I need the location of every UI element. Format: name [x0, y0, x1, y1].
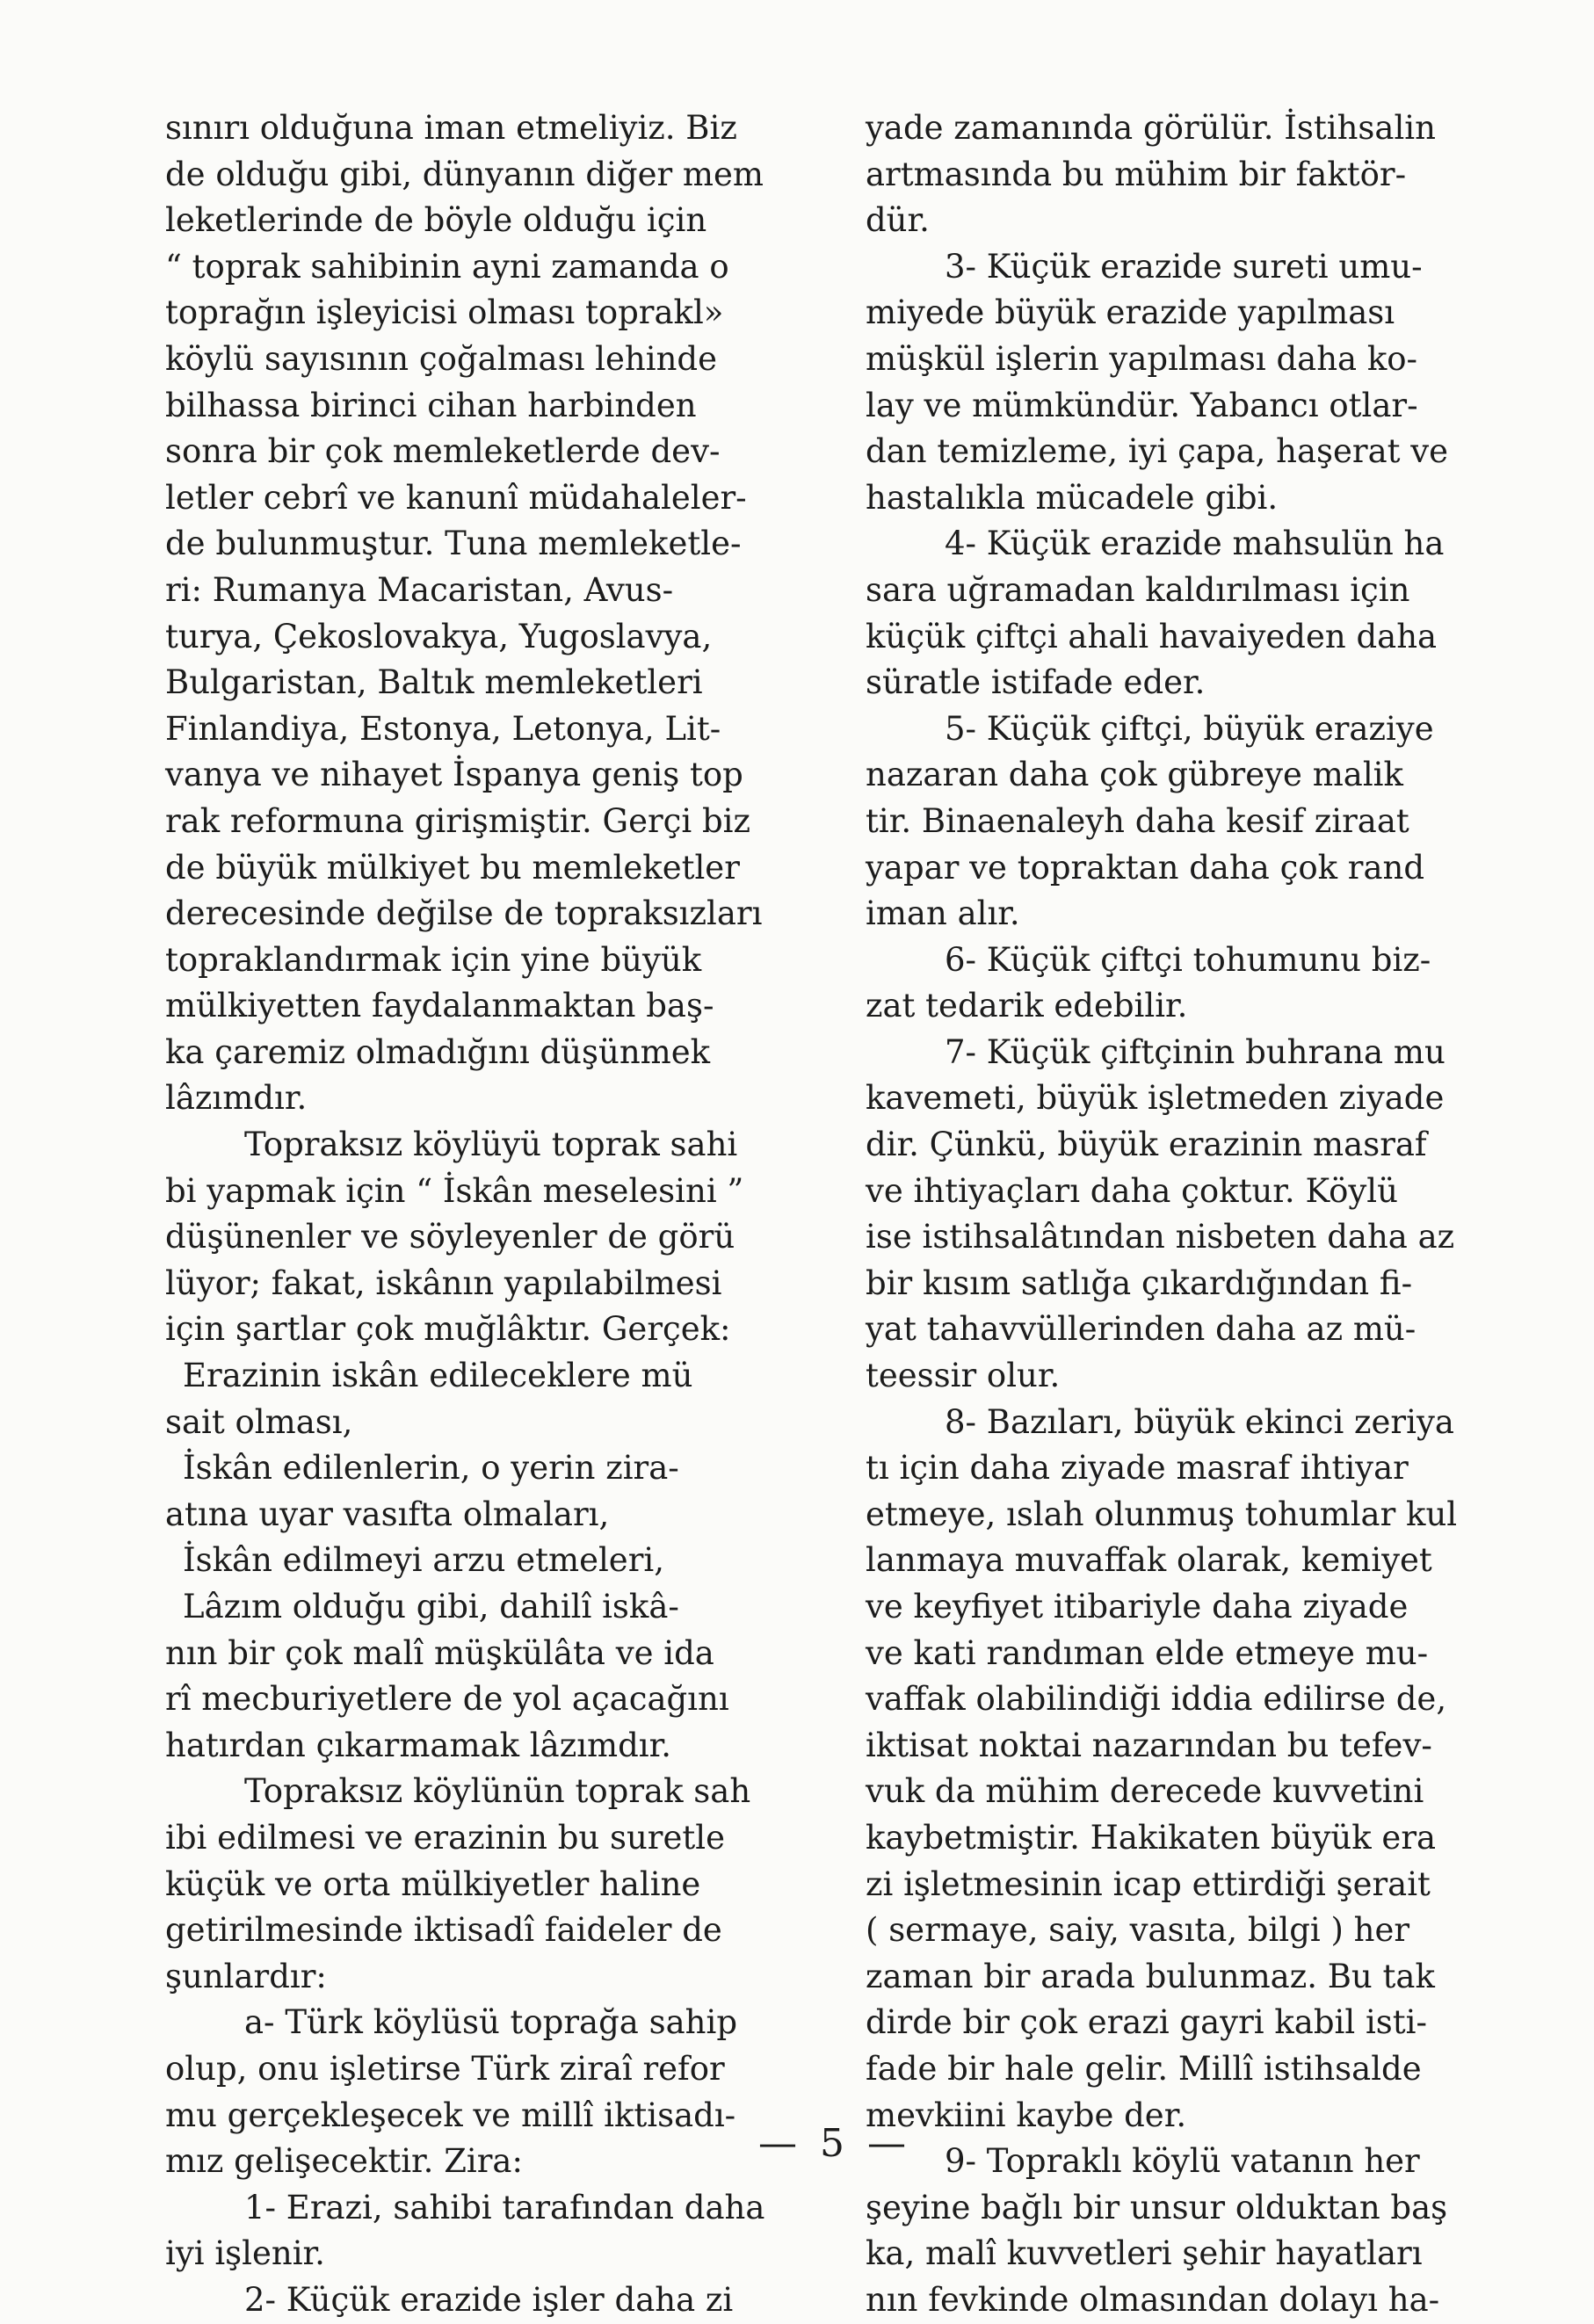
text-line: ( sermaye, saiy, vasıta, bilgi ) her	[866, 1911, 1410, 1950]
text-line: Finlandiya, Estonya, Letonya, Lit-	[165, 709, 721, 748]
text-line: düşünenler ve söyleyenler de görü	[165, 1218, 735, 1256]
text-line: lüyor; fakat, iskânın yapılabilmesi	[165, 1263, 722, 1302]
text-line: iyi işlenir.	[165, 2234, 325, 2273]
text-line: ve kati randıman elde etmeye mu-	[866, 1633, 1429, 1672]
text-line: için şartlar çok muğlâktır. Gerçek:	[165, 1310, 731, 1349]
text-line: vanya ve nihayet İspanya geniş top	[165, 756, 743, 794]
text-line: bilhassa birinci cihan harbinden	[165, 386, 697, 424]
text-line: “ toprak sahibinin ayni zamanda o	[165, 247, 729, 286]
text-line: iman alır.	[866, 894, 1020, 933]
text-line: nın fevkinde olmasından dolayı ha-	[866, 2280, 1440, 2319]
text-line: mız gelişecektir. Zira:	[165, 2142, 523, 2181]
text-line: zat tedarik edebilir.	[866, 987, 1188, 1025]
text-line: yapar ve topraktan daha çok rand	[866, 848, 1425, 887]
text-line: yat tahavvüllerinden daha az mü-	[866, 1310, 1416, 1349]
text-line: ve ihtiyaçları daha çoktur. Köylü	[866, 1171, 1398, 1210]
text-line: 6- Küçük çiftçi tohumunu biz-	[945, 940, 1431, 979]
text-line: turya, Çekoslovakya, Yugoslavya,	[165, 617, 713, 655]
text-line: vuk da mühim derecede kuvvetini	[866, 1772, 1424, 1811]
text-line: dan temizleme, iyi çapa, haşerat ve	[866, 432, 1449, 471]
text-line: atına uyar vasıfta olmaları,	[165, 1495, 610, 1533]
text-line: sait olması,	[165, 1402, 353, 1441]
page-number: — 5 —	[758, 2121, 911, 2166]
text-line: kaybetmiştir. Hakikaten büyük era	[866, 1818, 1437, 1857]
text-line: 1- Erazi, sahibi tarafından daha	[244, 2188, 765, 2226]
text-line: zaman bir arada bulunmaz. Bu tak	[866, 1957, 1435, 1995]
text-line: nın bir çok malî müşkülâta ve ida	[165, 1633, 714, 1672]
text-line: de bulunmuştur. Tuna memleketle-	[165, 525, 742, 563]
text-line: Erazinin iskân edileceklere mü	[183, 1357, 693, 1395]
text-line: 4- Küçük erazide mahsulün ha	[945, 525, 1445, 563]
text-line: ise istihsalâtından nisbeten daha az	[866, 1218, 1455, 1256]
text-line: ve keyfiyet itibariyle daha ziyade	[866, 1588, 1409, 1625]
text-line: getirilmesinde iktisadî faideler de	[165, 1911, 722, 1950]
text-line: rî mecburiyetlere de yol açacağını	[165, 1680, 729, 1719]
text-line: ka çaremiz olmadığını düşünmek	[165, 1032, 711, 1071]
text-line: şeyine bağlı bir unsur olduktan baş	[866, 2188, 1448, 2226]
text-line: tir. Binaenaleyh daha kesif ziraat	[866, 801, 1409, 840]
text-line: mu gerçekleşecek ve millî iktisadı-	[165, 2096, 736, 2134]
text-line: İskân edilmeyi arzu etmeleri,	[183, 1541, 664, 1580]
text-line: etmeye, ıslah olunmuş tohumlar kul	[866, 1495, 1458, 1533]
text-line: ibi edilmesi ve erazinin bu suretle	[165, 1818, 725, 1857]
text-line: 7- Küçük çiftçinin buhrana mu	[945, 1032, 1445, 1071]
left-text-column	[165, 105, 779, 2324]
text-line: fade bir hale gelir. Millî istihsalde	[866, 2049, 1422, 2088]
text-line: nazaran daha çok gübreye malik	[866, 756, 1403, 794]
text-line: kavemeti, büyük işletmeden ziyade	[866, 1079, 1445, 1118]
text-line: leketlerinde de böyle olduğu için	[165, 201, 707, 240]
text-line: küçük ve orta mülkiyetler haline	[165, 1864, 701, 1903]
text-line: Bulgaristan, Baltık memleketleri	[165, 663, 703, 702]
text-line: dür.	[866, 201, 930, 240]
text-line: 9- Topraklı köylü vatanın her	[945, 2142, 1420, 2181]
text-line: de büyük mülkiyet bu memleketler	[165, 848, 740, 887]
text-line: rak reformuna girişmiştir. Gerçi biz	[165, 801, 750, 840]
text-line: topraklandırmak için yine büyük	[165, 940, 702, 979]
text-line: lay ve mümkündür. Yabancı otlar-	[866, 386, 1418, 424]
text-line: dirde bir çok erazi gayri kabil isti-	[866, 2003, 1427, 2042]
text-line: mevkiini kaybe der.	[866, 2096, 1187, 2134]
text-line: sonra bir çok memleketlerde dev-	[165, 432, 721, 471]
text-line: hastalıkla mücadele gibi.	[866, 478, 1279, 517]
text-line: ri: Rumanya Macaristan, Avus-	[165, 570, 674, 609]
text-line: iktisat noktai nazarından bu tefev-	[866, 1726, 1432, 1764]
text-line: sınırı olduğuna iman etmeliyiz. Biz	[165, 109, 737, 147]
text-line: teessir olur.	[866, 1357, 1061, 1395]
text-line: bi yapmak için “ İskân meselesini ”	[165, 1171, 744, 1210]
text-line: artmasında bu mühim bir faktör-	[866, 155, 1407, 193]
text-line: dir. Çünkü, büyük erazinin masraf	[866, 1126, 1427, 1164]
text-line: yade zamanında görülür. İstihsalin	[866, 109, 1436, 147]
text-line: mülkiyetten faydalanmaktan baş-	[165, 987, 714, 1025]
text-line: Lâzım olduğu gibi, dahilî iskâ-	[183, 1588, 679, 1625]
text-line: vaffak olabilindiği iddia edilirse de,	[866, 1680, 1447, 1719]
text-line: a- Türk köylüsü toprağa sahip	[244, 2003, 738, 2042]
text-line: küçük çiftçi ahali havaiyeden daha	[866, 617, 1438, 655]
text-line: toprağın işleyicisi olması toprakl»	[165, 293, 724, 332]
text-line: İskân edilenlerin, o yerin zira-	[183, 1449, 679, 1488]
text-line: olup, onu işletirse Türk ziraî refor	[165, 2049, 725, 2088]
text-line: bir kısım satlığa çıkardığından fi-	[866, 1263, 1413, 1302]
text-line: müşkül işlerin yapılması daha ko-	[866, 339, 1418, 378]
text-line: 2- Küçük erazide işler daha zi	[244, 2280, 734, 2319]
text-line: 8- Bazıları, büyük ekinci zeriya	[945, 1402, 1454, 1441]
text-line: de olduğu gibi, dünyanın diğer mem	[165, 155, 764, 193]
text-line: süratle istifade eder.	[866, 663, 1206, 702]
text-line: lâzımdır.	[165, 1079, 308, 1118]
text-line: tı için daha ziyade masraf ihtiyar	[866, 1449, 1409, 1488]
text-line: Topraksız köylünün toprak sah	[244, 1772, 751, 1811]
text-line: zi işletmesinin icap ettirdiği şerait	[866, 1864, 1431, 1903]
text-line: hatırdan çıkarmamak lâzımdır.	[165, 1726, 672, 1764]
text-line: lanmaya muvaffak olarak, kemiyet	[866, 1541, 1432, 1580]
text-line: Topraksız köylüyü toprak sahi	[244, 1126, 738, 1164]
text-line: miyede büyük erazide yapılması	[866, 293, 1395, 332]
text-line: şunlardır:	[165, 1957, 327, 1995]
text-line: derecesinde değilse de topraksızları	[165, 894, 763, 933]
text-line: ka, malî kuvvetleri şehir hayatları	[866, 2234, 1423, 2273]
text-line: 5- Küçük çiftçi, büyük eraziye	[945, 709, 1434, 748]
text-line: 3- Küçük erazide sureti umu-	[945, 247, 1423, 286]
right-text-column	[866, 105, 1481, 2324]
text-line: letler cebrî ve kanunî müdahaleler-	[165, 478, 747, 517]
text-line: sara uğramadan kaldırılması için	[866, 570, 1410, 609]
text-line: köylü sayısının çoğalması lehinde	[165, 339, 717, 378]
